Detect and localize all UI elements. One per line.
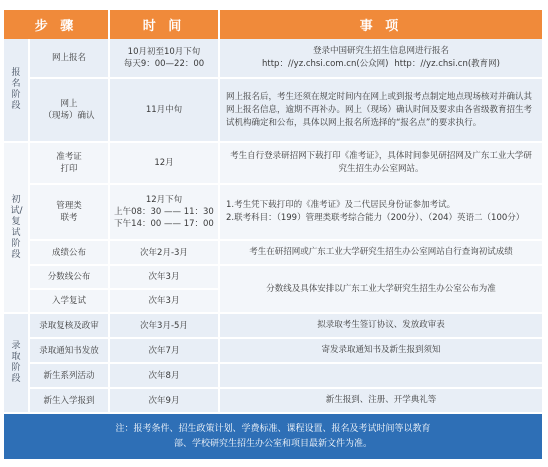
phase-luqu: 录取阶段 bbox=[4, 314, 30, 414]
step-queren: 网上 （现场）确认 bbox=[30, 79, 110, 143]
item-tongzhishu: 寄发录取通知书及新生报到须知 bbox=[220, 339, 542, 364]
step-ruxue: 新生入学报到 bbox=[30, 389, 110, 414]
step-tongzhishu: 录取通知书发放 bbox=[30, 339, 110, 364]
time-ruxue: 次年9月 bbox=[110, 389, 220, 414]
time-wangshang: 10月初至10月下旬 每天9：00—22：00 bbox=[110, 39, 220, 79]
item-luqu-fuhe: 拟录取考生签订协议、发放政审表 bbox=[220, 314, 542, 339]
table-row bbox=[4, 364, 542, 389]
step-fenshuxian: 分数线公布 bbox=[30, 266, 110, 290]
footer-note-line2: 部、学校研究生招生办公室和项目最新文件为准。 bbox=[173, 438, 372, 449]
time-luqu-fuhe: 次年3月-5月 bbox=[110, 314, 220, 339]
time-fenshuxian: 次年3月 bbox=[110, 266, 220, 290]
time-chengji: 次年2月-3月 bbox=[110, 241, 220, 266]
item-xinsheng-huodong bbox=[220, 364, 542, 389]
time-queren: 11月中旬 bbox=[110, 79, 220, 143]
header-step: 步 骤 bbox=[4, 10, 110, 39]
item-queren: 网上报名后，考生还须在规定时间内在网上或到报考点制定地点现场核对并确认其网上报名信息，逾期不再补办。网上（现场）确认时间及要求由各省级教育招生考试机构确定和公布，具体以网上报名所选择的“报名点”的要求执行。 bbox=[220, 79, 542, 143]
item-fenshuxian: 分数线及具体安排以广东工业大学研究生招生办公室公布为准 bbox=[220, 266, 542, 314]
item-ruxue: 新生报到、注册、开学典礼等 bbox=[220, 389, 542, 414]
url-public[interactable]: http：//yz.chsi.com.cn(公众网) bbox=[262, 59, 389, 69]
table-row bbox=[4, 266, 542, 290]
step-luqu-fuhe: 录取复核及政审 bbox=[30, 314, 110, 339]
step-xinsheng-huodong: 新生系列活动 bbox=[30, 364, 110, 389]
item-chengji: 考生在研招网或广东工业大学研究生招生办公室网站自行查询初试成绩 bbox=[220, 241, 542, 266]
time-xinsheng-huodong: 次年8月 bbox=[110, 364, 220, 389]
time-zhunkaozheng: 12月 bbox=[110, 143, 220, 185]
header-time: 时 间 bbox=[110, 10, 220, 39]
footer-note-line1: 注：报考条件、招生政策计划、学费标准、课程设置、报名及考试时间等以教育 bbox=[115, 423, 431, 434]
item-wangshang: 登录中国研究生招生信息网进行报名 http：//yz.chsi.com.cn(公众网) http：//yz.chsi.cn(教育网) bbox=[220, 39, 542, 79]
header-item: 事 项 bbox=[220, 10, 542, 39]
time-lianhe: 12月下旬 上午08：30 —— 11：30 下午14：00 —— 17：00 bbox=[110, 185, 220, 241]
item-zhunkaozheng: 考生自行登录研招网下载打印《准考证》，具体时间参见研招网及广东工业大学研究生招生办公室网站。 bbox=[220, 143, 542, 185]
step-zhunkaozheng: 准考证 打印 bbox=[30, 143, 110, 185]
time-tongzhishu: 次年7月 bbox=[110, 339, 220, 364]
table-row bbox=[4, 39, 542, 79]
step-fushi: 入学复试 bbox=[30, 290, 110, 314]
phase-chushi: 初试/复试阶段 bbox=[4, 143, 30, 314]
step-chengji: 成绩公布 bbox=[30, 241, 110, 266]
table-row bbox=[4, 185, 542, 241]
time-fushi: 次年3月 bbox=[110, 290, 220, 314]
admission-schedule bbox=[4, 10, 542, 457]
footer-note bbox=[4, 414, 542, 459]
table-row bbox=[4, 389, 542, 414]
step-wangshang: 网上报名 bbox=[30, 39, 110, 79]
phase-baoming: 报名阶段 bbox=[4, 39, 30, 143]
item-lianhe: 1.考生凭下载打印的《准考证》及二代居民身份证参加考试。 2.联考科目：（199）管理类联考综合能力（200分）、（204）英语二（100分） bbox=[220, 185, 542, 241]
url-edu[interactable]: http：//yz.chsi.cn(教育网) bbox=[394, 59, 500, 69]
table-row bbox=[4, 79, 542, 143]
step-lianhe: 管理类 联考 bbox=[30, 185, 110, 241]
schedule-table bbox=[4, 10, 542, 414]
table-row bbox=[4, 314, 542, 339]
table-header-row bbox=[4, 10, 542, 39]
table-row bbox=[4, 339, 542, 364]
table-row bbox=[4, 241, 542, 266]
table-row bbox=[4, 143, 542, 185]
